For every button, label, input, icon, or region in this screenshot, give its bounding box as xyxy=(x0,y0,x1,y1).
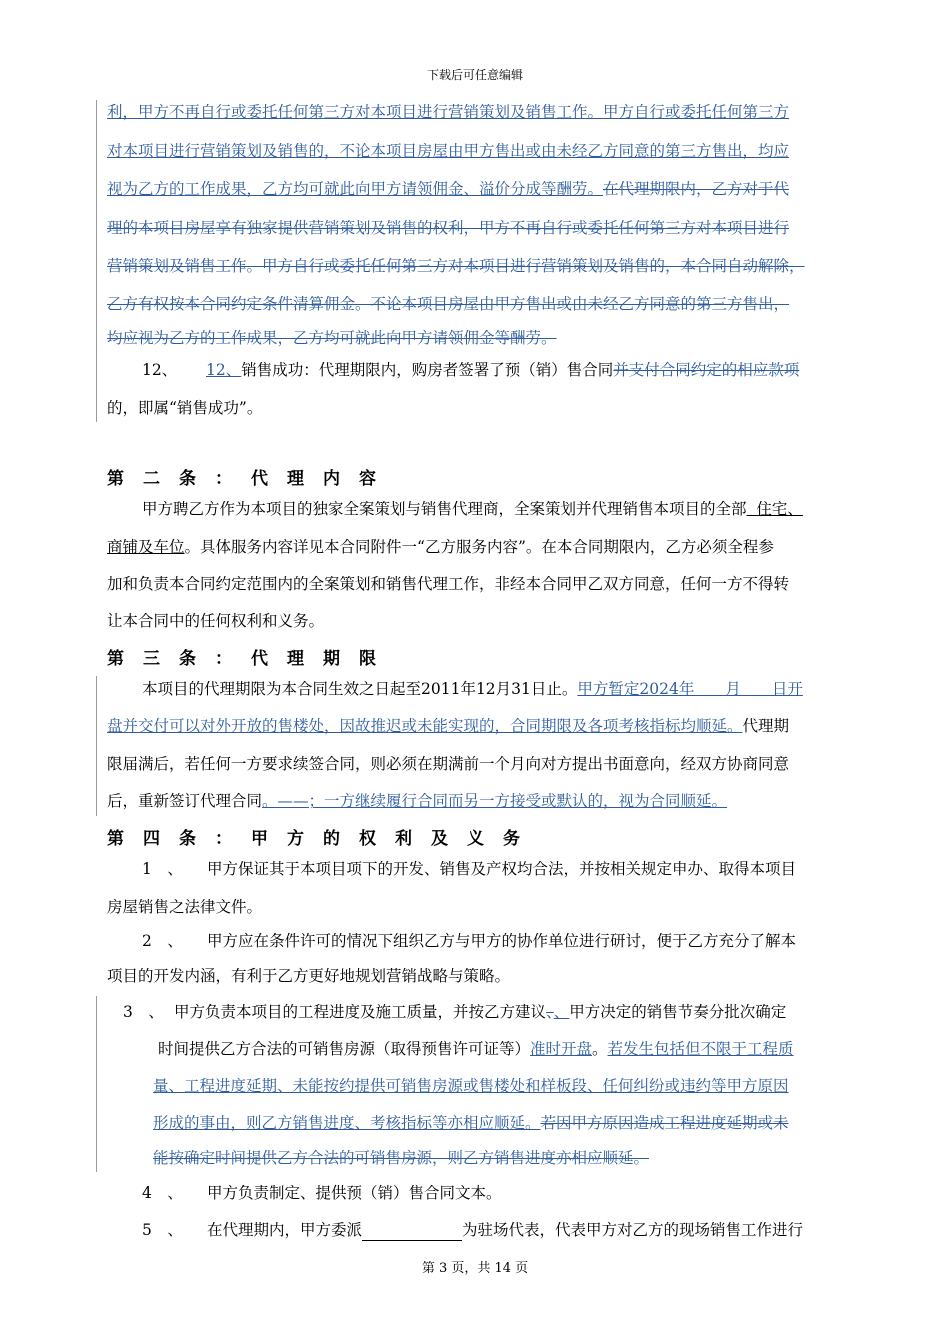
text-line xyxy=(153,1113,789,1133)
text-line: 甲方保证其于本项目项下的开发、销售及产权均合法，并按相关规定申办、取得本项目 xyxy=(207,860,797,878)
item-number: 1 、 xyxy=(142,860,183,878)
text-line xyxy=(174,1002,786,1022)
deleted-text: 理的本项目房屋享有独家提供营销策划及销售的权利，甲方不再自行或委托任何第三方对本项目进行 xyxy=(107,219,790,237)
item-text: 销售成功：代理期限内，购房者签署了预（销）售合同 xyxy=(241,361,614,379)
text-line xyxy=(107,179,789,199)
text-line xyxy=(107,537,774,557)
text-line: 项目的开发内涵，有利于乙方更好地规划营销战略与策略。 xyxy=(107,967,511,985)
item-number: 4 、 xyxy=(142,1184,183,1202)
text-run: 。 xyxy=(592,1040,608,1058)
text-run: 时间提供乙方合法的可销售房源（取得预售许可证等） xyxy=(158,1040,531,1058)
text-line: 加和负责本合同约定范围内的全案策划和销售代理工作，非经本合同甲乙双方同意，任何一方不得转 xyxy=(107,575,790,593)
text-run: 本项目的代理期限为本合同生效之日起至2011年12月31日止。 xyxy=(142,680,578,698)
deleted-text: 能按确定时间提供乙方合法的可销售房源，则乙方销售进度亦相应顺延。 xyxy=(153,1149,650,1167)
article-heading: 第二条：代理内容 xyxy=(107,469,395,489)
text-line: 让本合同中的任何权利和义务。 xyxy=(107,612,325,630)
text-run: 甲方决定的销售节奏分批次确定 xyxy=(569,1003,787,1021)
text-run: 为驻场代表，代表甲方对乙方的现场销售工作进行 xyxy=(462,1221,804,1239)
text-run: 后，重新签订代理合同 xyxy=(107,792,263,810)
article-heading: 第三条：代理期限 xyxy=(107,649,395,669)
text-line: 对本项目进行营销策划及销售的，不论本项目房屋由甲方售出或由未经乙方同意的第三方售出，均应 xyxy=(107,142,790,160)
inserted-text: 甲方暂定2024年 月 日开 xyxy=(577,680,803,698)
text-run: 代理期 xyxy=(742,717,790,735)
text-line xyxy=(107,716,789,736)
text-line xyxy=(142,679,803,699)
deleted-text: 均应视为乙方的工作成果，乙方均可就此向甲方请领佣金等酬劳。 xyxy=(107,329,557,347)
text-line: 甲方负责制定、提供预（销）售合同文本。 xyxy=(207,1184,502,1202)
deleted-text: 在代理期限内，乙方对于代 xyxy=(603,180,790,198)
text-run: 甲方负责本项目的工程进度及施工质量，并按乙方建议 xyxy=(174,1003,547,1021)
text-line xyxy=(142,499,803,519)
text-line: 利，甲方不再自行或委托任何第三方对本项目进行营销策划及销售工作。甲方自行或委托任何第三方 xyxy=(107,103,790,121)
inserted-text: 12、 xyxy=(206,361,242,379)
text-run: 住宅、 xyxy=(756,500,803,518)
change-bar xyxy=(96,996,97,1172)
deleted-text: 营销策划及销售工作。甲方自行或委托任何第三方对本项目进行营销策划及销售的，本合同自动解除， xyxy=(107,257,805,275)
underlined-text: 商铺及车位 xyxy=(107,538,185,556)
text-line: 甲方应在条件许可的情况下组织乙方与甲方的协作单位进行研讨，便于乙方充分了解本 xyxy=(207,932,797,950)
item-number: 3 、 xyxy=(123,1003,164,1021)
text-line xyxy=(158,1039,794,1059)
inserted-text: 形成的事由，则乙方销售进度、考核指标等亦相应顺延。 xyxy=(153,1114,541,1132)
change-bar xyxy=(96,676,97,816)
inserted-text: 准时开盘 xyxy=(530,1040,593,1058)
page-header: 下载后可任意编辑 xyxy=(426,68,523,82)
inserted-text: 量、工程进度延期、未能按约提供可销售房源或售楼处和样板段、任何纠纷或违约等甲方原因 xyxy=(153,1077,789,1095)
text-line: 限届满后，若任何一方要求续签合同，则必须在期满前一个月向对方提出书面意向，经双方协商同意 xyxy=(107,755,790,773)
inserted-text: 盘并交付可以对外开放的售楼处，因故推迟或未能实现的，合同期限及各项考核指标均顺延。 xyxy=(107,717,743,735)
text-line: 的，即属“销售成功”。 xyxy=(107,399,263,417)
deleted-text: 乙方有权按本合同约定条件清算佣金。不论本项目房屋由甲方售出或由未经乙方同意的第三方售出， xyxy=(107,295,790,313)
inserted-text: 若发生包括但不限于工程质 xyxy=(607,1040,794,1058)
deleted-text: 、 xyxy=(546,1003,554,1021)
item-number: 2 、 xyxy=(142,932,183,950)
page-footer: 第 3 页，共 14 页 xyxy=(421,1261,529,1276)
text-run: 。具体服务内容详见本合同附件一“乙方服务内容”。在本合同期限内，乙方必须全程参 xyxy=(184,538,774,556)
change-bar xyxy=(96,100,97,422)
inserted-text: 。——；一方继续履行合同而另一方接受或默认的，视为合同顺延。 xyxy=(262,792,728,810)
text-run: 甲方聘乙方作为本项目的独家全案策划与销售代理商，全案策划并代理销售本项目的全部 xyxy=(142,500,747,518)
inserted-text: 视为乙方的工作成果，乙方均可就此向甲方请领佣金、溢价分成等酬劳。 xyxy=(107,180,604,198)
deleted-text: 若因甲方原因造成工程进度延期或未 xyxy=(540,1114,789,1132)
underlined-text xyxy=(747,500,803,518)
text-line xyxy=(206,360,799,380)
text-line: 房屋销售之法律文件。 xyxy=(107,898,263,916)
deleted-text: 并支付合同约定的相应款项 xyxy=(613,361,800,379)
text-line xyxy=(107,791,727,811)
item-number: 5 、 xyxy=(142,1221,183,1239)
text-run: 在代理期内，甲方委派 xyxy=(207,1221,363,1239)
text-line xyxy=(207,1220,803,1241)
article-heading: 第四条：甲方的权利及义务 xyxy=(107,829,539,849)
inserted-text: 、 xyxy=(553,1003,570,1021)
blank-field xyxy=(362,1220,462,1241)
item-number: 12、 xyxy=(142,361,178,379)
